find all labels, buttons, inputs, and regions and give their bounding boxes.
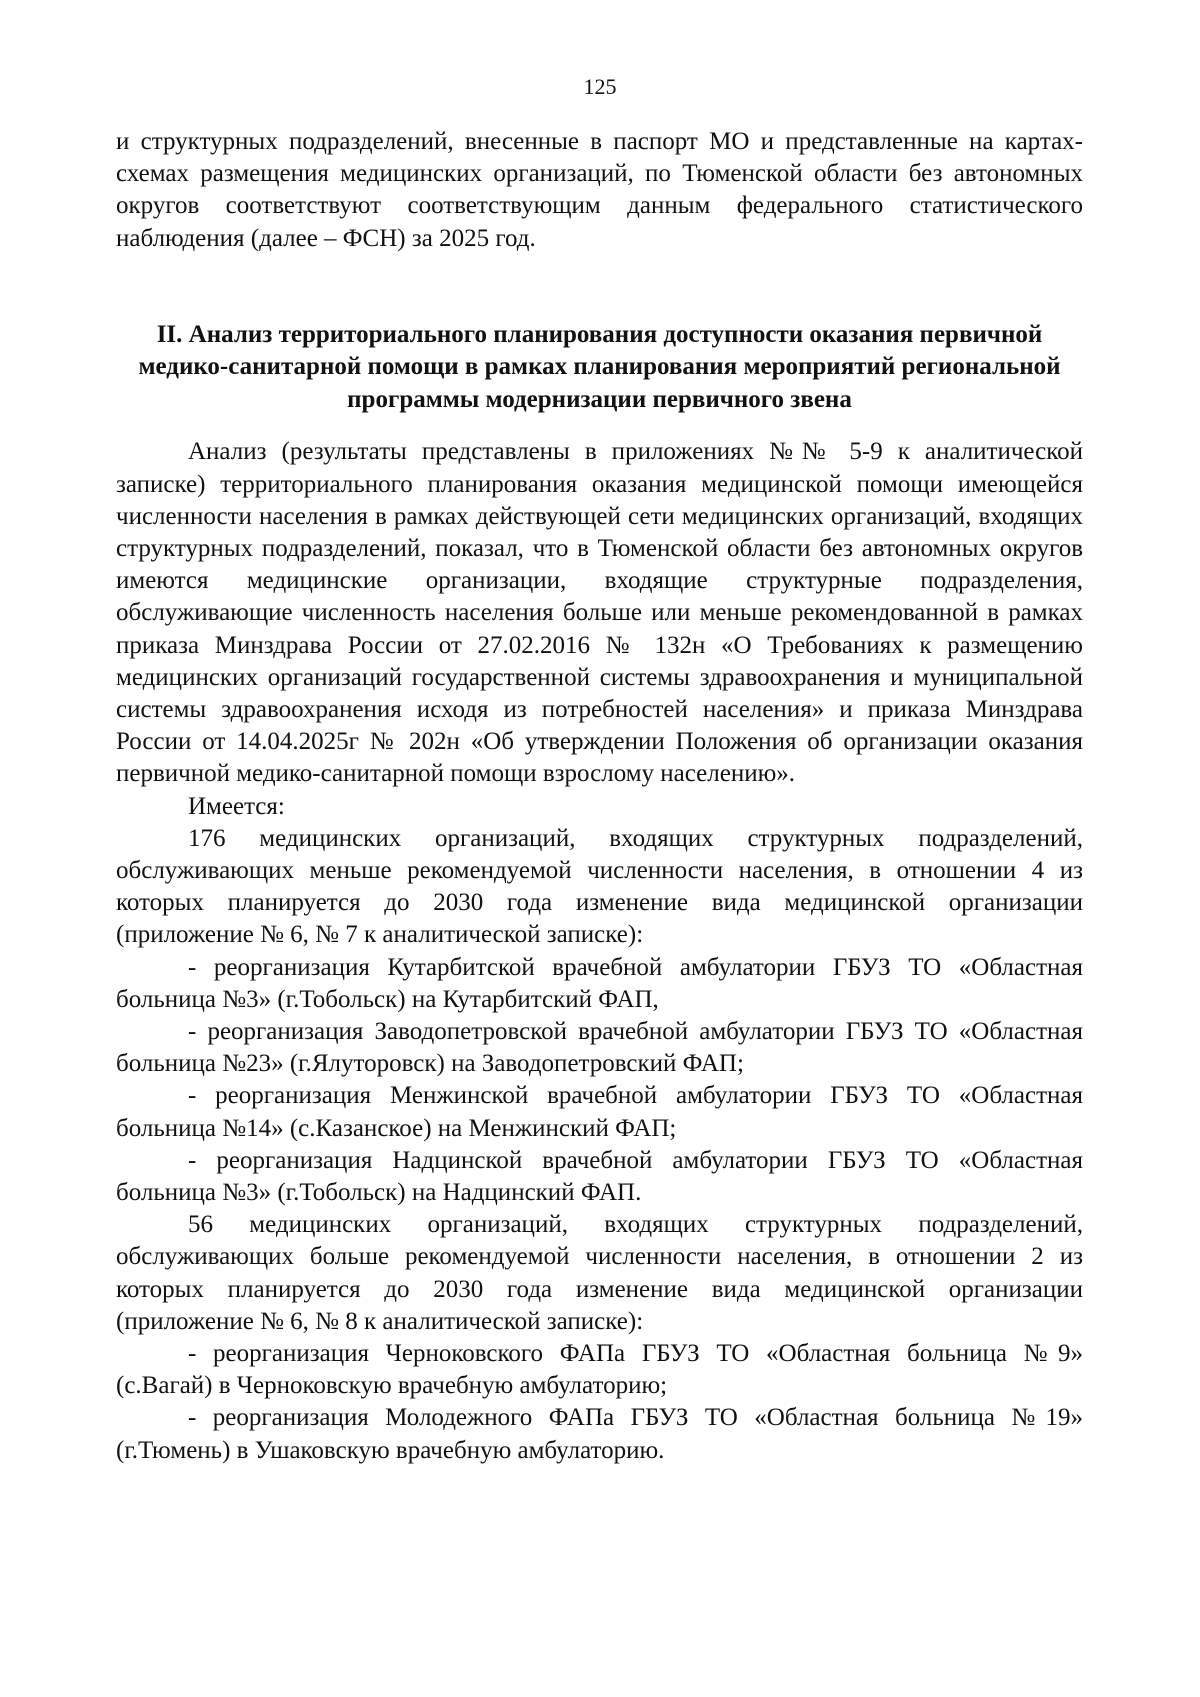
paragraph-176-organizations: 176 медицинских организаций, входящих структурных подразделений, обслуживающих меньше рекомендуемой численности населения, в отношении 4 из которых планируется до 2030 года изменение вида медицинской организации (приложение № 6, № 7 к аналитической записке): <box>116 824 1083 949</box>
intro-paragraph: и структурных подразделений, внесенные в паспорт МО и представленные на картах-схемах размещения медицинских организаций, по Тюменской области без автономных округов соответствуют соответствующим данным федерального статистического наблюдения (далее – ФСН) за 2025 год. <box>116 128 1083 252</box>
list-item-kutarbit: - реорганизация Кутарбитской врачебной амбулатории ГБУЗ ТО «Областная больница №3» (г.Тобольск) на Кутарбитский ФАП, <box>116 953 1083 1013</box>
page-number: 125 <box>583 74 617 99</box>
list-item-molodezhny: - реорганизация Молодежного ФАПа ГБУЗ ТО «Областная больница №19» (г.Тюмень) в Ушаковскую врачебную амбулаторию. <box>116 1404 1083 1464</box>
paragraph-analysis: Анализ (результаты представлены в приложениях №№ 5-9 к аналитической записке) территориального планирования оказания медицинской помощи имеющейся численности населения в рамках действующей сети медицинских организаций, входящих структурных подразделений, показал, что в Тюменской области без автономных округов имеются медицинские организации, входящие структурные подразделения, обслуживающие численность населения больше или меньше рекомендованной в рамках приказа Минздрава России от 27.02.2016 № 132н «О Требованиях к размещению медицинских организаций государственной системы здравоохранения и муниципальной системы здравоохранения исходя из потребностей населения» и приказа Минздрава России от 14.04.2025г № 202н «Об утверждении Положения об организации оказания первичной медико-санитарной помощи взрослому населению». <box>116 438 1083 788</box>
section-heading: II. Анализ территориального планирования доступности оказания первичной медико-санитарной помощи в рамках планирования мероприятий региональной программы модернизации первичного звена <box>138 320 1061 413</box>
list-item-nadtsinsk: - реорганизация Надцинской врачебной амбулатории ГБУЗ ТО «Областная больница №3» (г.Тобольск) на Надцинский ФАП. <box>116 1146 1083 1206</box>
paragraph-56-organizations: 56 медицинских организаций, входящих структурных подразделений, обслуживающих больше рекомендуемой численности населения, в отношении 2 из которых планируется до 2030 года изменение вида медицинской организации (приложение № 6, № 8 к аналитической записке): <box>116 1211 1083 1335</box>
list-item-menzhinsk: - реорганизация Менжинской врачебной амбулатории ГБУЗ ТО «Областная больница №14» (с.Казанское) на Менжинский ФАП; <box>116 1082 1083 1142</box>
list-item-zavodopetrovsk: - реорганизация Заводопетровской врачебной амбулатории ГБУЗ ТО «Областная больница №23» (г.Ялуторовск) на Заводопетровский ФАП; <box>116 1017 1083 1078</box>
list-item-chernokovsk: - реорганизация Черноковского ФАПа ГБУЗ ТО «Областная больница №9» (с.Вагай) в Черноковскую врачебную амбулаторию; <box>116 1340 1083 1400</box>
paragraph-available: Имеется: <box>188 792 285 820</box>
document-body <box>116 126 1083 1467</box>
